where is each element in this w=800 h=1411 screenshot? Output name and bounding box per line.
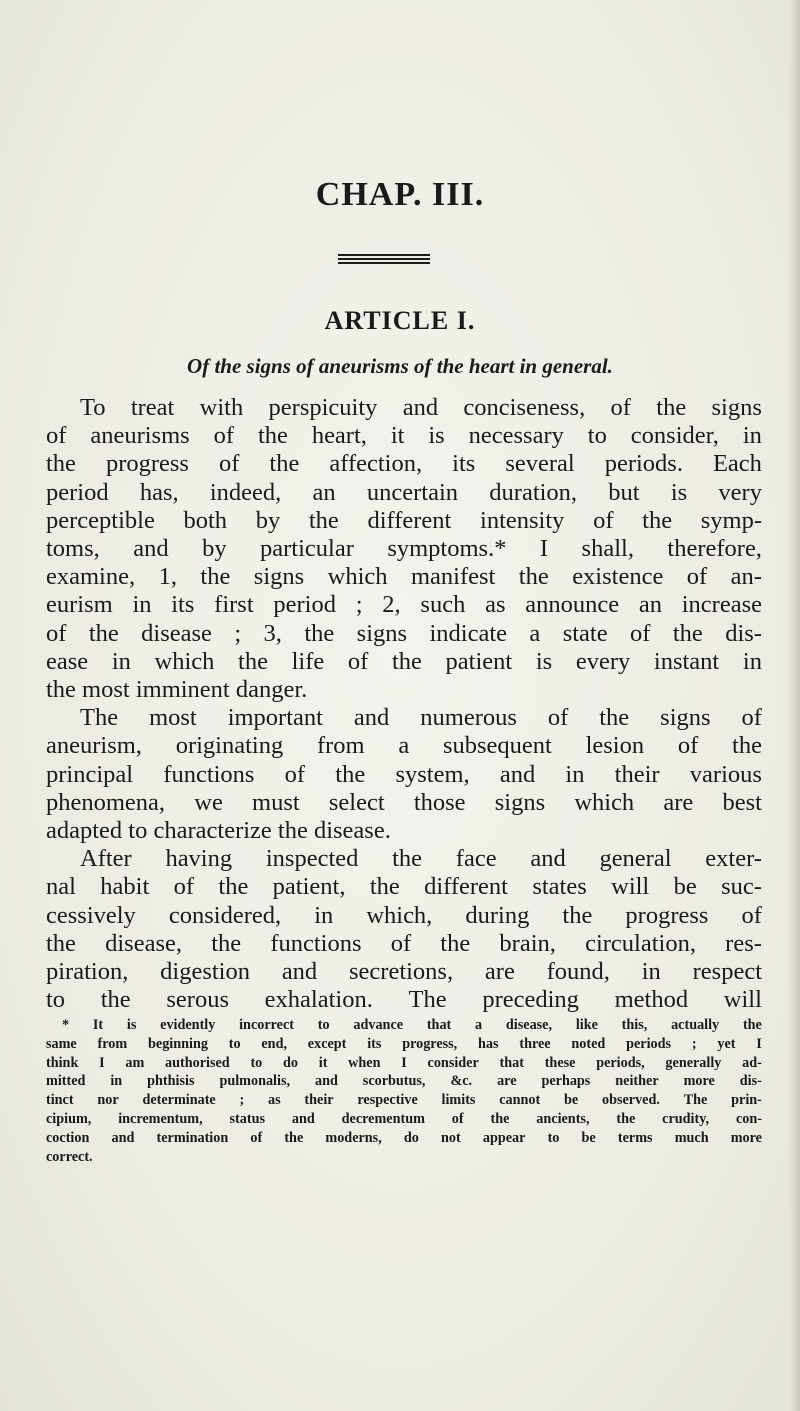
heading-divider <box>338 254 430 266</box>
body-line: examine, 1, the signs which manifest the existence of an- <box>46 563 762 591</box>
body-line: principal functions of the system, and in their various <box>46 760 762 788</box>
body-line: nal habit of the patient, the different states will be suc- <box>46 873 762 901</box>
body-line: perceptible both by the different intensity of the symp- <box>46 506 762 534</box>
footnote <box>46 1016 762 1166</box>
body-line: to the serous exhalation. The preceding method will <box>46 986 762 1014</box>
body-line: adapted to characterize the disease. <box>46 817 391 845</box>
body-line: ease in which the life of the patient is every instant in <box>46 647 762 675</box>
footnote-line: * It is evidently incorrect to advance that a disease, like this, actually the <box>62 1017 762 1033</box>
body-line: aneurism, originating from a subsequent lesion of the <box>46 732 762 760</box>
body-line: After having inspected the face and general exter- <box>80 845 762 873</box>
chapter-heading: CHAP. III. <box>315 176 485 213</box>
body-line: period has, indeed, an uncertain duration, but is very <box>46 478 762 506</box>
body-line: piration, digestion and secretions, are found, in respect <box>46 958 762 986</box>
body-line: cessively considered, in which, during the progress of <box>46 901 762 929</box>
body-line: The most important and numerous of the signs of <box>80 704 762 732</box>
body-line: the most imminent danger. <box>46 676 308 704</box>
body-text <box>46 394 762 1014</box>
footnote-line: cipium, incrementum, status and decrementum of the ancients, the crudity, con- <box>46 1110 762 1127</box>
body-line: toms, and by particular symptoms.* I shall, therefore, <box>46 535 762 563</box>
footnote-line: tinct nor determinate ; as their respective limits cannot be observed. The prin- <box>46 1092 762 1109</box>
body-line: of aneurisms of the heart, it is necessary to consider, in <box>46 422 762 450</box>
body-line: the progress of the affection, its several periods. Each <box>46 450 762 478</box>
body-line: To treat with perspicuity and conciseness, of the signs <box>80 394 762 421</box>
footnote-line: mitted in phthisis pulmonalis, and scorbutus, &c. are perhaps neither more dis- <box>46 1073 762 1090</box>
footnote-line: same from beginning to end, except its progress, has three noted periods ; yet I <box>46 1035 762 1052</box>
article-subtitle: Of the signs of aneurisms of the heart in general. <box>187 354 613 378</box>
article-heading: ARTICLE I. <box>324 306 476 335</box>
body-line: eurism in its first period ; 2, such as announce an increase <box>46 591 762 619</box>
body-line: the disease, the functions of the brain, circulation, res- <box>46 929 762 957</box>
footnote-line: coction and termination of the moderns, do not appear to be terms much more <box>46 1129 762 1146</box>
footnote-line: correct. <box>46 1148 93 1165</box>
body-line: phenomena, we must select those signs which are best <box>46 788 762 816</box>
footnote-line: think I am authorised to do it when I consider that these periods, generally ad- <box>46 1054 762 1071</box>
body-line: of the disease ; 3, the signs indicate a state of the dis- <box>46 619 762 647</box>
